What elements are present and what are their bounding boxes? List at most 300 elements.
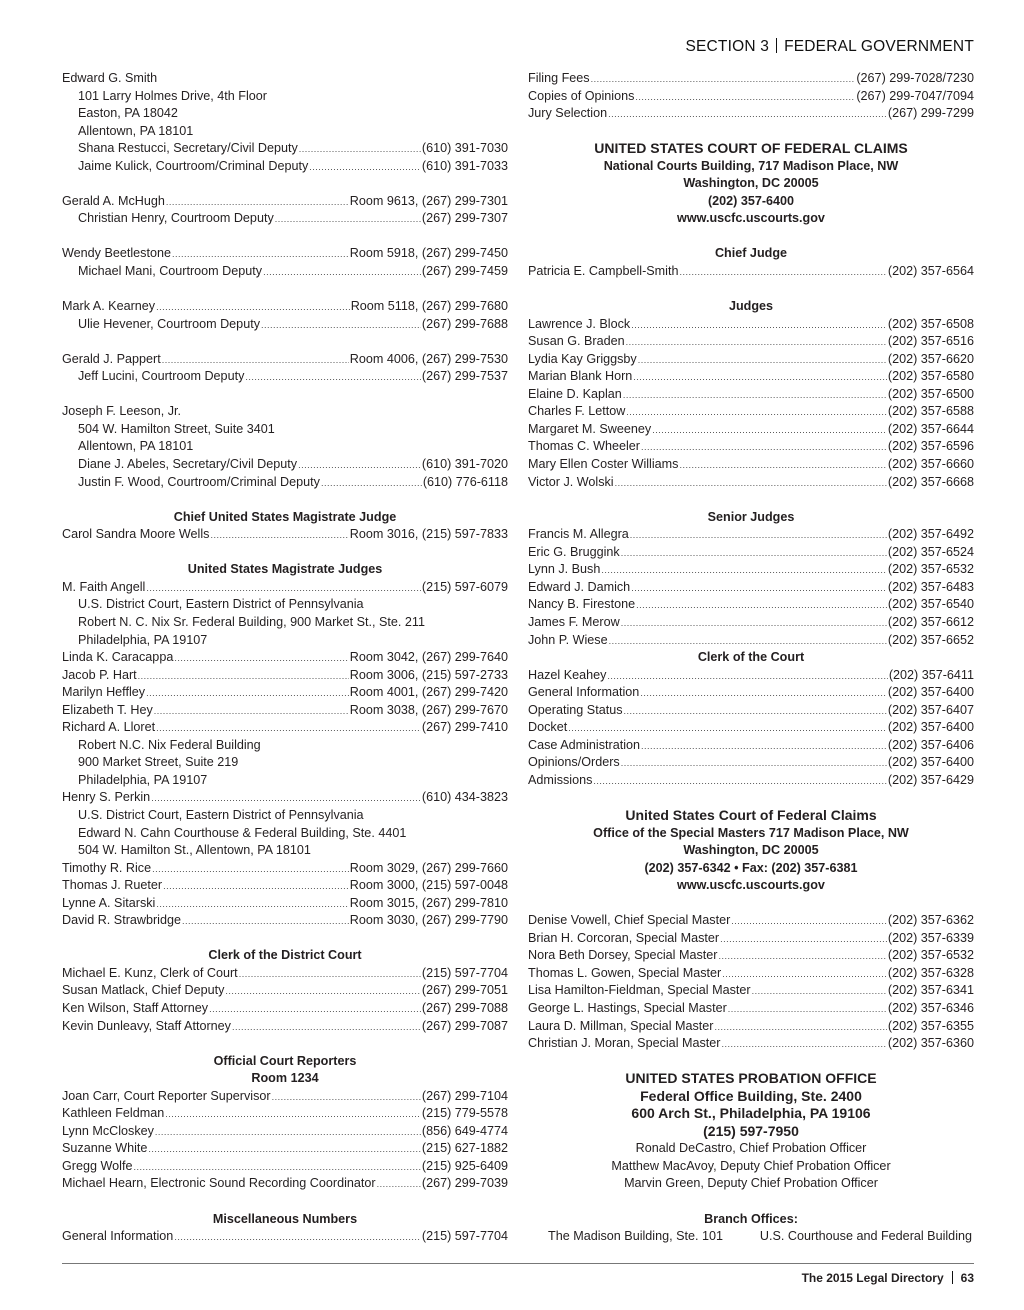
directory-text	[62, 70, 508, 88]
directory-entry	[62, 1158, 508, 1176]
entry-value: (267) 299-7039	[421, 1176, 508, 1191]
directory-entry	[528, 737, 974, 755]
directory-text	[62, 105, 508, 123]
dot-leader	[720, 931, 887, 948]
directory-entry	[62, 702, 508, 720]
dot-leader	[621, 755, 887, 772]
entry-name: Marilyn Heffley	[62, 685, 146, 700]
entry-name: Nancy B. Firestone	[528, 597, 636, 612]
directory-entry	[528, 368, 974, 386]
entry-text: Allentown, PA 18101	[78, 439, 194, 454]
entry-text: U.S. District Court, Eastern District of Pennsylvania	[78, 807, 364, 822]
office-heading: (215) 597-7950	[703, 1122, 799, 1139]
dot-leader	[210, 527, 348, 544]
section-heading: (202) 357-6342 • Fax: (202) 357-6381	[644, 860, 858, 875]
entry-text: Edward N. Cahn Courthouse & Federal Building, Ste. 4401	[78, 825, 407, 840]
entry-name: Lawrence J. Block	[528, 316, 631, 331]
entry-name: Christian J. Moran, Special Master	[528, 1036, 721, 1051]
section-heading: Official Court Reporters	[213, 1053, 357, 1068]
entry-name: John P. Wiese	[528, 632, 608, 647]
entry-name: Shana Restucci, Secretary/Civil Deputy	[78, 141, 298, 156]
section-heading: Branch Offices:	[704, 1211, 798, 1226]
entry-name: Thomas C. Wheeler	[528, 439, 640, 454]
entry-value: (215) 779-5578	[421, 1106, 508, 1121]
section-heading: www.uscfc.uscourts.gov	[677, 878, 825, 893]
dot-leader	[309, 159, 421, 176]
spacer	[62, 544, 508, 562]
directory-entry	[528, 930, 974, 948]
dot-leader	[714, 1019, 886, 1036]
dot-leader	[263, 264, 421, 281]
entry-value: Room 3000, (215) 597-0048	[349, 878, 508, 893]
directory-text	[62, 842, 508, 860]
office-heading: United States Court of Federal Claims	[625, 806, 877, 823]
section-heading: (202) 357-6400	[707, 193, 795, 208]
entry-value: (610) 434-3823	[421, 790, 508, 805]
entry-name: Jacob P. Hart	[62, 667, 137, 682]
entry-value: (610) 391-7033	[421, 158, 508, 173]
entry-name: Opinions/Orders	[528, 755, 620, 770]
entry-name: Docket	[528, 720, 568, 735]
entry-value: Room 5118, (267) 299-7680	[350, 299, 508, 314]
entry-name: Suzanne White	[62, 1141, 148, 1156]
directory-text	[62, 754, 508, 772]
entry-value: Room 4001, (267) 299-7420	[349, 685, 508, 700]
header-divider	[776, 38, 777, 53]
entry-value: (202) 357-6532	[887, 562, 974, 577]
dot-leader	[718, 948, 886, 965]
entry-value: (215) 627-1882	[421, 1141, 508, 1156]
directory-entry	[528, 702, 974, 720]
entry-name: Gerald A. McHugh	[62, 193, 165, 208]
entry-name: Mary Ellen Coster Williams	[528, 457, 679, 472]
office-heading: UNITED STATES PROBATION OFFICE	[625, 1070, 877, 1087]
entry-value: (215) 597-7704	[421, 965, 508, 980]
dot-leader	[641, 439, 887, 456]
spacer	[528, 491, 974, 509]
section-heading: Washington, DC 20005	[683, 843, 819, 858]
entry-value: (202) 357-6524	[887, 544, 974, 559]
dot-leader	[641, 738, 887, 755]
directory-entry	[62, 316, 508, 334]
entry-name: Linda K. Caracappa	[62, 650, 174, 665]
spacer	[528, 789, 974, 807]
section-heading: National Courts Building, 717 Madison Place, NW	[603, 158, 899, 173]
entry-value: (202) 357-6564	[887, 264, 974, 279]
entry-text: Philadelphia, PA 19107	[78, 772, 208, 787]
spacer	[62, 930, 508, 948]
entry-name: Jeff Lucini, Courtroom Deputy	[78, 369, 245, 384]
directory-text	[62, 123, 508, 141]
directory-entry	[528, 474, 974, 492]
directory-entry	[528, 333, 974, 351]
entry-value: (267) 299-7104	[421, 1088, 508, 1103]
entry-name: Denise Vowell, Chief Special Master	[528, 913, 731, 928]
dot-leader	[626, 334, 887, 351]
directory-entry	[528, 561, 974, 579]
entry-value: (267) 299-7410	[421, 720, 508, 735]
entry-name: Hazel Keahey	[528, 667, 607, 682]
directory-entry	[62, 193, 508, 211]
dot-leader	[593, 773, 886, 790]
entry-value: (202) 357-6580	[887, 369, 974, 384]
dot-leader	[638, 352, 887, 369]
dot-leader	[377, 1176, 421, 1193]
directory-text	[62, 737, 508, 755]
dot-leader	[165, 1106, 421, 1123]
section-heading: Clerk of the District Court	[208, 948, 362, 963]
entry-name: Ken Wilson, Staff Attorney	[62, 1000, 209, 1015]
dot-leader	[568, 720, 887, 737]
directory-entry	[62, 263, 508, 281]
dot-leader	[631, 580, 887, 597]
entry-value: (267) 299-7088	[421, 1000, 508, 1015]
section-header	[685, 38, 974, 56]
entry-text: Edward G. Smith	[62, 71, 158, 85]
dot-leader	[591, 71, 856, 88]
dot-leader	[156, 896, 348, 913]
section-number: SECTION 3	[685, 38, 770, 55]
directory-entry	[528, 544, 974, 562]
directory-entry	[528, 316, 974, 334]
entry-value: Room 3030, (267) 299-7790	[349, 913, 508, 928]
dot-leader	[621, 615, 887, 632]
entry-name: Susan G. Braden	[528, 334, 625, 349]
dot-leader	[239, 966, 421, 983]
entry-name: Eric G. Bruggink	[528, 544, 620, 559]
entry-name: Henry S. Perkin	[62, 790, 151, 805]
entry-value: (202) 357-6532	[887, 948, 974, 963]
directory-entry	[528, 684, 974, 702]
entry-name: Francis M. Allegra	[528, 527, 629, 542]
spacer	[528, 123, 974, 141]
directory-entry	[62, 877, 508, 895]
section-heading: United States Magistrate Judges	[187, 562, 383, 577]
directory-entry	[62, 1123, 508, 1141]
footer-rule	[62, 1263, 974, 1264]
entry-name: Michael Mani, Courtroom Deputy	[78, 264, 263, 279]
dot-leader	[156, 720, 421, 737]
dot-leader	[156, 299, 350, 316]
dot-leader	[299, 141, 421, 158]
entry-name: Gregg Wolfe	[62, 1158, 133, 1173]
section-heading: Chief United States Magistrate Judge	[173, 509, 397, 524]
spacer	[528, 1053, 974, 1071]
directory-text	[62, 807, 508, 825]
dot-leader	[182, 913, 349, 930]
directory-entry	[62, 912, 508, 930]
section-heading: Room 1234	[251, 1071, 319, 1086]
entry-value: (202) 357-6620	[887, 351, 974, 366]
entry-name: General Information	[62, 1229, 174, 1244]
spacer	[62, 228, 508, 246]
entry-value: (202) 357-6588	[887, 404, 974, 419]
directory-entry	[62, 1175, 508, 1193]
officer-line: Matthew MacAvoy, Deputy Chief Probation Officer	[611, 1158, 891, 1173]
dot-leader	[298, 457, 421, 474]
dot-leader	[621, 545, 887, 562]
directory-entry	[528, 965, 974, 983]
directory-text	[62, 825, 508, 843]
entry-value: (202) 357-6652	[887, 632, 974, 647]
entry-value: (610) 391-7020	[421, 457, 508, 472]
directory-entry	[62, 1088, 508, 1106]
dot-leader	[615, 475, 887, 492]
entry-name: Jaime Kulick, Courtroom/Criminal Deputy	[78, 158, 309, 173]
entry-value: (267) 299-7299	[887, 106, 974, 121]
entry-value: Room 9613, (267) 299-7301	[349, 193, 508, 208]
entry-text: Robert N. C. Nix Sr. Federal Building, 900 Market St., Ste. 211	[78, 614, 425, 629]
entry-name: Michael Hearn, Electronic Sound Recording Coordinator	[62, 1176, 376, 1191]
directory-entry	[62, 789, 508, 807]
directory-text	[62, 772, 508, 790]
directory-entry	[528, 1000, 974, 1018]
entry-name: General Information	[528, 685, 640, 700]
entry-name: M. Faith Angell	[62, 579, 146, 594]
entry-value: (202) 357-6400	[887, 685, 974, 700]
entry-name: Nora Beth Dorsey, Special Master	[528, 948, 718, 963]
entry-value: (202) 357-6406	[887, 737, 974, 752]
directory-entry	[528, 70, 974, 88]
directory-entry	[62, 1105, 508, 1123]
branch-offices-row	[528, 1228, 974, 1246]
entry-value: (202) 357-6339	[887, 930, 974, 945]
left-column	[62, 70, 508, 1246]
directory-entry	[528, 596, 974, 614]
directory-entry	[528, 403, 974, 421]
dot-leader	[636, 597, 887, 614]
branch-office: The Madison Building, Ste. 101	[548, 1229, 724, 1244]
entry-text: 900 Market Street, Suite 219	[78, 755, 239, 770]
spacer	[62, 1035, 508, 1053]
directory-entry	[62, 298, 508, 316]
entry-name: Edward J. Damich	[528, 579, 631, 594]
entry-name: Brian H. Corcoran, Special Master	[528, 930, 720, 945]
directory-entry	[528, 754, 974, 772]
dot-leader	[624, 703, 887, 720]
entry-value: (202) 357-6612	[887, 614, 974, 629]
dot-leader	[152, 861, 349, 878]
directory-text	[62, 403, 508, 421]
entry-name: Gerald J. Pappert	[62, 351, 161, 366]
directory-entry	[528, 912, 974, 930]
entry-value: (202) 357-6508	[887, 316, 974, 331]
directory-entry	[62, 158, 508, 176]
spacer	[528, 281, 974, 299]
entry-name: Michael E. Kunz, Clerk of Court	[62, 965, 238, 980]
directory-entry	[62, 1018, 508, 1036]
dot-leader	[640, 685, 887, 702]
directory-entry	[62, 649, 508, 667]
dot-leader	[155, 1124, 421, 1141]
entry-name: Thomas L. Gowen, Special Master	[528, 965, 722, 980]
entry-text: Joseph F. Leeson, Jr.	[62, 404, 182, 419]
spacer	[528, 895, 974, 913]
entry-value: (267) 299-7307	[421, 211, 508, 226]
directory-entry	[62, 860, 508, 878]
directory-entry	[528, 351, 974, 369]
directory-entry	[528, 88, 974, 106]
entry-name: Case Administration	[528, 737, 640, 752]
spacer	[528, 228, 974, 246]
dot-leader	[174, 1229, 421, 1246]
entry-name: Lynn McCloskey	[62, 1123, 154, 1138]
directory-text	[62, 421, 508, 439]
page-number: 63	[960, 1271, 974, 1285]
entry-name: Ulie Hevener, Courtroom Deputy	[78, 316, 260, 331]
entry-name: Marian Blank Horn	[528, 369, 633, 384]
directory-text	[62, 632, 508, 650]
entry-name: Margaret M. Sweeney	[528, 421, 652, 436]
directory-entry	[62, 351, 508, 369]
dot-leader	[731, 913, 887, 930]
entry-value: (202) 357-6483	[887, 579, 974, 594]
directory-entry	[62, 579, 508, 597]
dot-leader	[163, 878, 349, 895]
entry-name: Filing Fees	[528, 71, 590, 85]
directory-entry	[528, 456, 974, 474]
entry-name: Susan Matlack, Chief Deputy	[62, 983, 225, 998]
entry-text: 101 Larry Holmes Drive, 4th Floor	[78, 88, 267, 103]
directory-entry	[528, 263, 974, 281]
entry-name: Carol Sandra Moore Wells	[62, 527, 210, 542]
office-heading: 600 Arch St., Philadelphia, PA 19106	[631, 1105, 871, 1122]
entry-value: (610) 776-6118	[422, 474, 508, 489]
entry-value: (202) 357-6346	[887, 1000, 974, 1015]
entry-value: Room 3042, (267) 299-7640	[349, 650, 508, 665]
section-heading: Judges	[728, 299, 774, 314]
dot-leader	[609, 633, 887, 650]
section-heading: www.uscfc.uscourts.gov	[677, 211, 825, 226]
directory-entry	[62, 1228, 508, 1246]
entry-value: (267) 299-7047/7094	[856, 88, 974, 103]
page-footer	[802, 1271, 974, 1285]
entry-name: Operating Status	[528, 702, 623, 717]
entry-name: David R. Strawbridge	[62, 913, 181, 928]
dot-leader	[272, 1089, 421, 1106]
directory-entry	[62, 245, 508, 263]
dot-leader	[601, 562, 887, 579]
entry-name: Richard A. Lloret	[62, 720, 156, 735]
entry-name: Christian Henry, Courtroom Deputy	[78, 211, 274, 226]
dot-leader	[635, 89, 855, 106]
entry-name: Victor J. Wolski	[528, 474, 614, 489]
directory-entry	[62, 456, 508, 474]
entry-value: (202) 357-6360	[887, 1036, 974, 1051]
entry-value: (267) 299-7028/7230	[856, 71, 974, 85]
entry-name: Justin F. Wood, Courtroom/Criminal Deputy	[78, 474, 320, 489]
entry-value: Room 3015, (267) 299-7810	[349, 895, 508, 910]
directory-entry	[528, 667, 974, 685]
entry-name: Timothy R. Rice	[62, 860, 152, 875]
entry-name: Elaine D. Kaplan	[528, 386, 622, 401]
directory-entry	[528, 105, 974, 123]
entry-value: (202) 357-6660	[887, 457, 974, 472]
entry-value: (202) 357-6411	[888, 667, 974, 682]
office-heading: UNITED STATES COURT OF FEDERAL CLAIMS	[594, 140, 908, 157]
officer-line: Marvin Green, Deputy Chief Probation Officer	[624, 1176, 878, 1191]
spacer	[62, 386, 508, 404]
dot-leader	[245, 369, 421, 386]
spacer	[62, 175, 508, 193]
dot-leader	[607, 668, 887, 685]
entry-text: Allentown, PA 18101	[78, 123, 194, 138]
dot-leader	[154, 703, 349, 720]
directory-entry	[62, 1140, 508, 1158]
directory-entry	[62, 667, 508, 685]
entry-value: (267) 299-7051	[421, 983, 508, 998]
dot-leader	[608, 106, 887, 123]
entry-name: Joan Carr, Court Reporter Supervisor	[62, 1088, 271, 1103]
entry-value: (202) 357-6328	[887, 965, 974, 980]
entry-value: (202) 357-6492	[887, 527, 974, 542]
entry-name: Lynne A. Sitarski	[62, 895, 156, 910]
dot-leader	[146, 580, 421, 597]
entry-name: Lynn J. Bush	[528, 562, 601, 577]
dot-leader	[652, 422, 887, 439]
dot-leader	[626, 404, 887, 421]
dot-leader	[623, 387, 887, 404]
entry-value: (202) 357-6429	[887, 772, 974, 787]
dot-leader	[275, 211, 421, 228]
right-column	[528, 70, 974, 1246]
directory-entry	[62, 210, 508, 228]
entry-name: Patricia E. Campbell-Smith	[528, 264, 679, 279]
directory-entry	[528, 947, 974, 965]
entry-name: Laura D. Millman, Special Master	[528, 1018, 714, 1033]
entry-value: (856) 649-4774	[421, 1123, 508, 1138]
section-heading: Clerk of the Court	[697, 650, 805, 665]
entry-value: (202) 357-6407	[887, 702, 974, 717]
directory-entry	[62, 684, 508, 702]
dot-leader	[162, 352, 349, 369]
entry-name: James F. Merow	[528, 614, 620, 629]
entry-value: (215) 925-6409	[421, 1158, 508, 1173]
dot-leader	[166, 194, 349, 211]
footer-divider	[952, 1271, 953, 1284]
directory-entry	[62, 474, 508, 492]
dot-leader	[631, 317, 887, 334]
entry-text: Philadelphia, PA 19107	[78, 632, 208, 647]
directory-entry	[62, 982, 508, 1000]
directory-entry	[528, 1035, 974, 1053]
entry-name: Jury Selection	[528, 106, 608, 121]
entry-name: Thomas J. Rueter	[62, 878, 163, 893]
spacer	[62, 1193, 508, 1211]
section-title: FEDERAL GOVERNMENT	[784, 38, 974, 55]
section-heading: Washington, DC 20005	[683, 176, 819, 191]
entry-value: Room 3006, (215) 597-2733	[349, 667, 508, 682]
dot-leader	[148, 1141, 420, 1158]
directory-entry	[528, 632, 974, 650]
directory-entry	[528, 1018, 974, 1036]
office-heading: Federal Office Building, Ste. 2400	[640, 1087, 862, 1104]
spacer	[62, 333, 508, 351]
directory-entry	[62, 895, 508, 913]
dot-leader	[321, 475, 422, 492]
entry-name: Copies of Opinions	[528, 88, 635, 103]
entry-value: (215) 597-6079	[421, 579, 508, 594]
entry-value: (202) 357-6400	[887, 720, 974, 735]
directory-entry	[62, 140, 508, 158]
directory-entry	[528, 614, 974, 632]
dot-leader	[633, 369, 887, 386]
entry-value: (202) 357-6400	[887, 755, 974, 770]
directory-entry	[528, 526, 974, 544]
entry-value: Room 5918, (267) 299-7450	[349, 246, 508, 261]
entry-value: (267) 299-7459	[421, 264, 508, 279]
directory-entry	[62, 965, 508, 983]
